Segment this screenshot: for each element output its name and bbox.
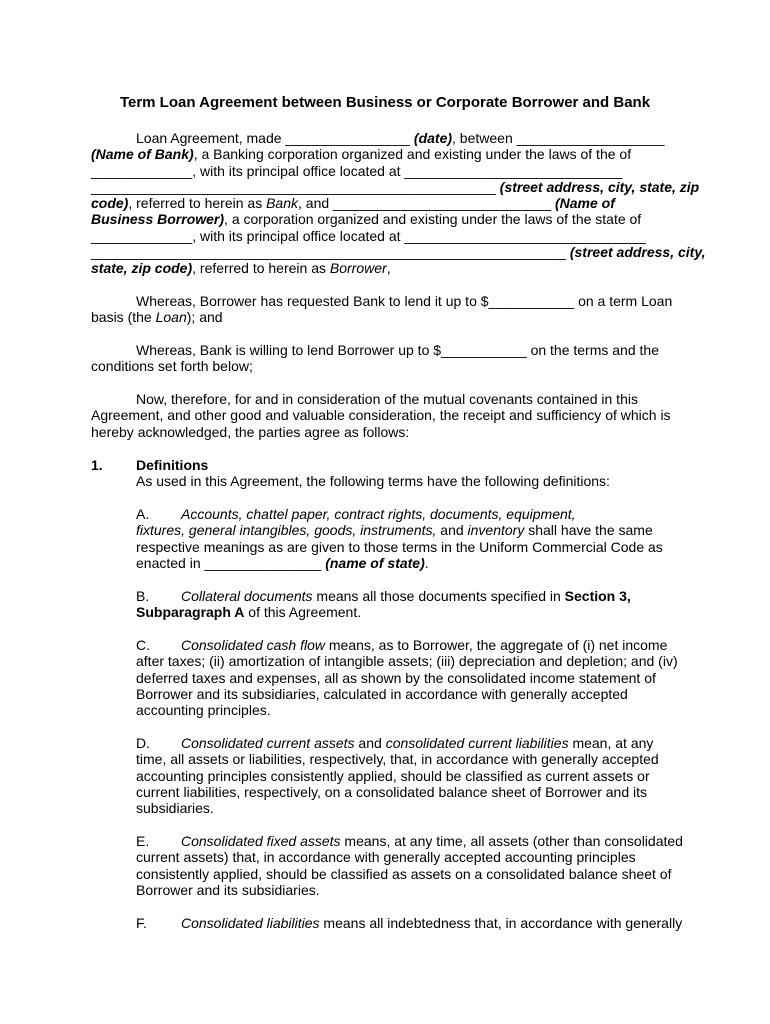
definition-letter: D. (136, 735, 150, 751)
definition-letter: F. (136, 915, 147, 931)
text-line: current liabilities, respectively, on a consolidated balance sheet of Borrower and its (136, 784, 648, 800)
text-line: Agreement, and other good and valuable consideration, the receipt and sufficiency of which is (91, 407, 671, 423)
definition-letter: E. (136, 833, 150, 849)
text-line: Business Borrower), a corporation organized and existing under the laws of the state of (91, 211, 642, 227)
text-line: subsidiaries. (136, 800, 214, 816)
definition-letter: A. (136, 506, 150, 522)
text-line: Collateral documents means all those documents specified in Section 3, (181, 588, 631, 604)
text-line: after taxes; (ii) amortization of intangible assets; (iii) depreciation and depletion; and (iv) (136, 653, 678, 669)
text-line: Subparagraph A of this Agreement. (136, 604, 362, 620)
text-line: (Name of Bank), a Banking corporation organized and existing under the laws of the of (91, 146, 632, 162)
text-line: deferred taxes and expenses, all as shown by the consolidated income statement of (136, 670, 656, 686)
text-line: _____________________________________________________________ (street address, city, (91, 244, 706, 260)
text-line: Whereas, Borrower has requested Bank to lend it up to $___________ on a term Loan (136, 293, 673, 309)
text-line: Loan Agreement, made ________________ (date), between ___________________ (136, 130, 665, 146)
text-line: respective meanings as are given to those terms in the Uniform Commercial Code as (136, 539, 663, 555)
text-line: hereby acknowledged, the parties agree as follows: (91, 424, 410, 440)
text-line: consistently applied, should be classified as assets on a consolidated balance sheet of (136, 866, 672, 882)
text-line: conditions set forth below; (91, 358, 253, 374)
text-line: enacted in _______________ (name of state). (136, 555, 429, 571)
text-line: state, zip code), referred to herein as Borrower, (91, 260, 391, 276)
text-line: Now, therefore, for and in consideration of the mutual covenants contained in this (136, 391, 638, 407)
text-line: Borrower and its subsidiaries, calculated in accordance with generally accepted (136, 686, 628, 702)
text-line: Consolidated liabilities means all indebtedness that, in accordance with generally (181, 915, 683, 931)
text-line: ____________________________________________________ (street address, city, state, zip (91, 179, 700, 195)
text-line: accounting principles consistently applied, should be classified as current assets or (136, 768, 650, 784)
text-line: basis (the Loan); and (91, 309, 223, 325)
text-line: Consolidated cash flow means, as to Borrower, the aggregate of (i) net income (181, 637, 668, 653)
definition-letter: C. (136, 637, 150, 653)
document-title: Term Loan Agreement between Business or Corporate Borrower and Bank (119, 94, 651, 111)
section-heading: Definitions (136, 457, 209, 473)
text-line: Accounts, chattel paper, contract rights, documents, equipment, (181, 506, 576, 522)
text-line: Whereas, Bank is willing to lend Borrower up to $___________ on the terms and the (136, 342, 659, 358)
text-line: time, all assets or liabilities, respectively, that, in accordance with generally accepted (136, 751, 659, 767)
text-line: _____________, with its principal office located at ____________________________ (91, 163, 623, 179)
text-line: Consolidated fixed assets means, at any time, all assets (other than consolidated (181, 833, 683, 849)
text-line: current assets) that, in accordance with generally accepted accounting principles (136, 849, 636, 865)
text-line: Borrower and its subsidiaries. (136, 882, 320, 898)
section-number: 1. (91, 457, 103, 473)
text-line: As used in this Agreement, the following terms have the following definitions: (136, 473, 610, 489)
text-line: Consolidated current assets and consolidated current liabilities mean, at any (181, 735, 654, 751)
definition-letter: B. (136, 588, 150, 604)
text-line: accounting principles. (136, 702, 271, 718)
text-line: code), referred to herein as Bank, and ____________________________ (Name of (91, 195, 615, 211)
text-line: _____________, with its principal office located at _______________________________ (91, 228, 646, 244)
text-line: fixtures, general intangibles, goods, instruments, and inventory shall have the same (136, 522, 653, 538)
